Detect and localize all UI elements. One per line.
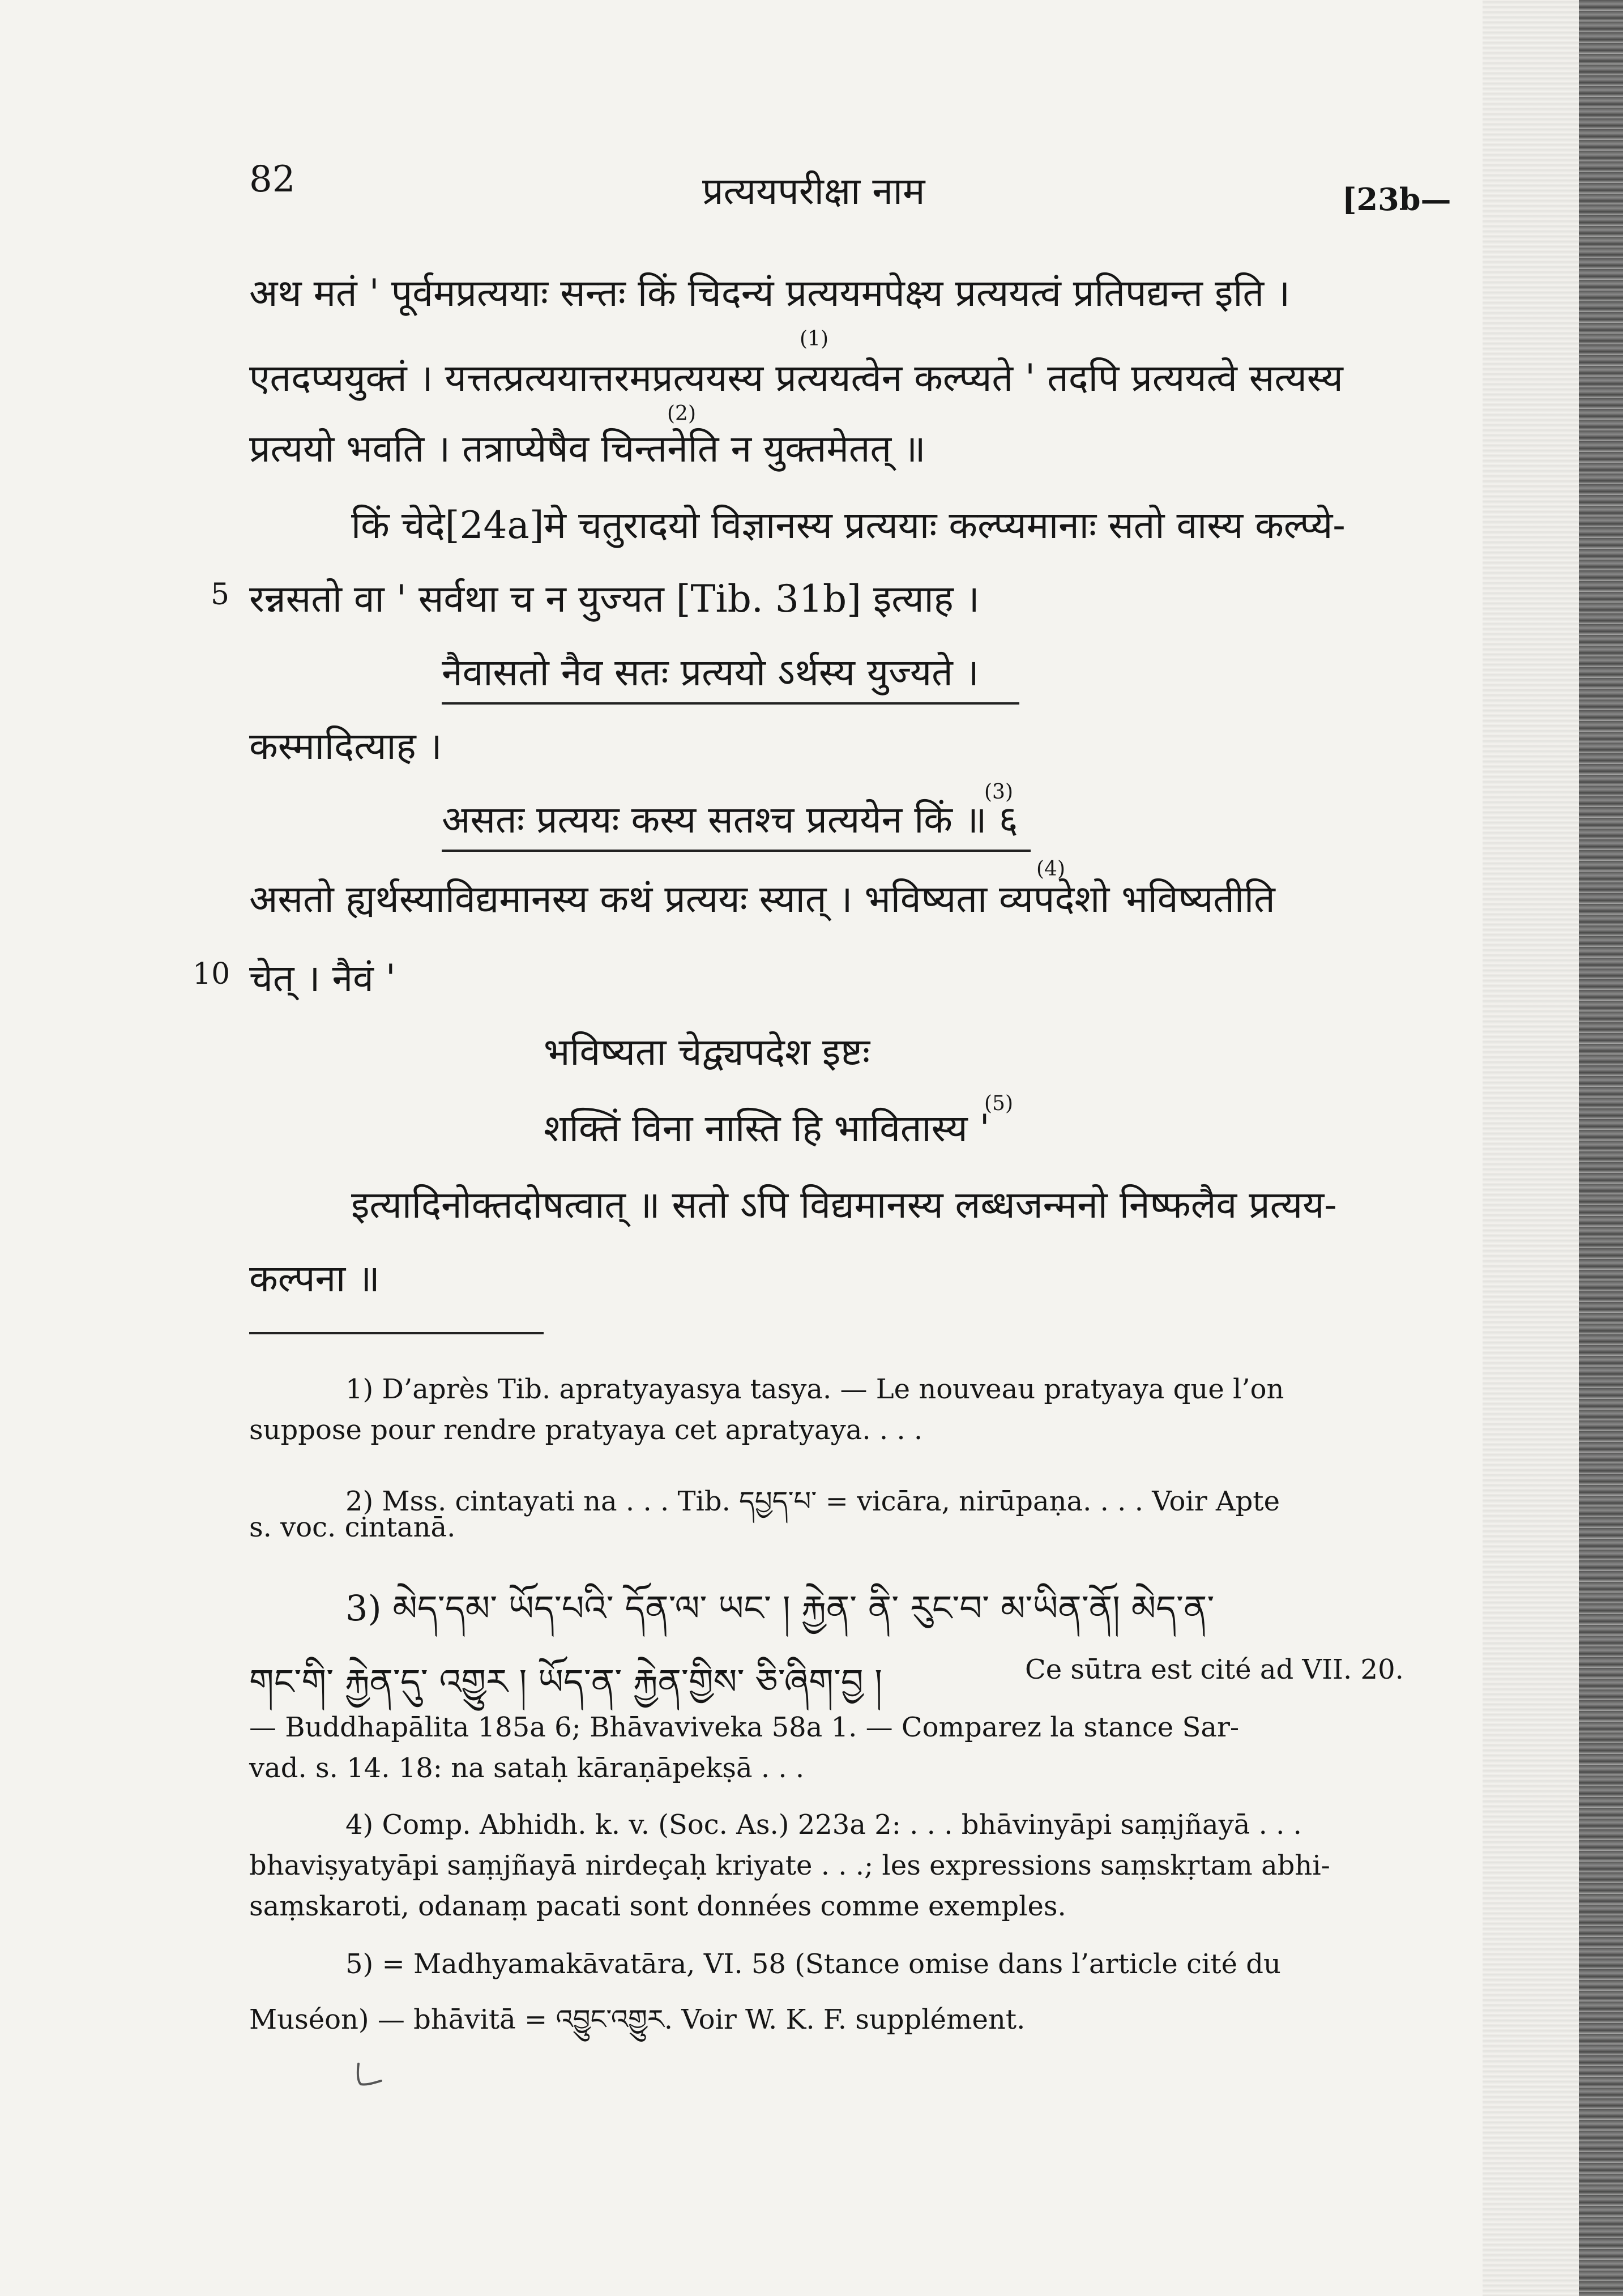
footnote-rule (249, 1332, 544, 1334)
text-line-4: किं चेदे[24a]मे चतुरादयो विज्ञानस्य प्रत्ययाः कल्प्यमानाः सतो वास्य कल्प्ये- (351, 503, 1346, 547)
text-line-8: चेत् । नैवं ' (249, 957, 396, 1000)
verse-line-2: असतः प्रत्ययः कस्य सतश्च प्रत्ययेन किं ॥ ६ (442, 798, 1018, 842)
text-line-3: प्रत्ययो भवति । तत्राप्येषैव चिन्तनेति न युक्तमेतत् ॥ (249, 427, 926, 471)
footnote-2-line-2: s. voc. cintanā. (249, 1512, 456, 1543)
verse-underline-1 (442, 702, 1019, 705)
footnote-2-line-1: 2) Mss. cintayati na . . . Tib. དཔྱད་པ་ = vicāra, nirūpaṇa. . . . Voir Apte (345, 1486, 1280, 1517)
text-line-7: असतो ह्यर्थस्याविद्यमानस्य कथं प्रत्ययः स्यात् । भविष्यता व्यपदेशो भविष्यतीति (249, 877, 1275, 921)
note-mark-2: (2) (667, 402, 696, 425)
page-edge-shadow (1483, 0, 1579, 2296)
verse-line-4: शक्तिं विना नास्ति हि भावितास्य ' (544, 1107, 990, 1150)
line-number-5: 5 (211, 578, 230, 612)
footnote-5-line-1: 5) = Madhyamakāvatāra, VI. 58 (Stance omise dans l’article cité du (345, 1948, 1281, 1980)
note-mark-5: (5) (984, 1092, 1013, 1115)
footnote-3-tibetan-line-1: 3) མེད་དམ་ ཡོད་པའི་ དོན་ལ་ ཡང་ ། རྐྱེན་ ནི་ རུང་བ་ མ་ཡིན་ནོ། མེད་ན་ (345, 1587, 1215, 1629)
text-line-6: कस्मादित्याह । (249, 724, 442, 768)
line-number-10: 10 (193, 957, 230, 991)
verse-underline-2 (442, 850, 1031, 852)
footnote-3-line-3: — Buddhapālita 185a 6; Bhāvaviveka 58a 1. — Comparez la stance Sar- (249, 1712, 1240, 1743)
footnote-4-line-2: bhaviṣyatyāpi saṃjñayā nirdeçaḥ kriyate . . .; les expressions saṃskṛtam abhi- (249, 1850, 1330, 1881)
footnote-4-line-1: 4) Comp. Abhidh. k. v. (Soc. As.) 223a 2: . . . bhāvinyāpi saṃjñayā . . . (345, 1809, 1302, 1841)
verse-line-1: नैवासतो नैव सतः प्रत्ययो ऽर्थस्य युज्यते । (442, 651, 979, 694)
note-mark-3: (3) (984, 780, 1013, 804)
footnote-4-line-3: saṃskaroti, odanaṃ pacati sont données comme exemples. (249, 1890, 1066, 1922)
running-title: प्रत्ययपरीक्षा नाम (702, 169, 925, 213)
footnote-3-french: Ce sūtra est cité ad VII. 20. (1025, 1654, 1404, 1685)
footnote-3-tibetan-line-2: གང་གི་ རྐྱེན་དུ་ འགྱུར ། ཡོད་ན་ རྐྱེན་གྱིས་ ཅི་ཞིག་བྱ ། (249, 1661, 883, 1702)
text-line-10: कल्पना ॥ (249, 1257, 380, 1300)
note-mark-4: (4) (1036, 857, 1065, 881)
section-reference: [23b— (1342, 181, 1451, 217)
footnote-1-line-1: 1) D’après Tib. apratyayasya tasya. — Le nouveau pratyaya que l’on (345, 1373, 1284, 1405)
page-edge (1579, 0, 1623, 2296)
text-line-5: रन्नसतो वा ' सर्वथा च न युज्यत [Tib. 31b] इत्याह । (249, 577, 980, 621)
footnote-5-line-2: Muséon) — bhāvitā = འབྱུང་འགྱུར. Voir W. K. F. supplément. (249, 2004, 1026, 2035)
text-line-1: अथ मतं ' पूर्वमप्रत्ययाः सन्तः किं चिदन्यं प्रत्ययमपेक्ष्य प्रत्ययत्वं प्रतिपद्यन्त इति । (249, 271, 1291, 315)
note-mark-1: (1) (800, 327, 828, 351)
pencil-mark-icon (354, 2062, 388, 2090)
footnote-3-line-4: vad. s. 14. 18: na sataḥ kāraṇāpekṣā . . . (249, 1752, 805, 1784)
verse-line-3: भविष्यता चेद्व्यपदेश इष्टः (544, 1030, 870, 1074)
text-line-2: एतदप्ययुक्तं । यत्तत्प्रत्ययात्तरमप्रत्ययस्य प्रत्ययत्वेन कल्प्यते ' तदपि प्रत्ययत्वे सत्यस्य (249, 356, 1343, 400)
footnote-1-line-2: suppose pour rendre pratyaya cet apratyaya. . . . (249, 1414, 923, 1446)
page-number: 82 (249, 159, 296, 200)
text-line-9: इत्यादिनोक्तदोषत्वात् ॥ सतो ऽपि विद्यमानस्य लब्धजन्मनो निष्फलैव प्रत्यय- (351, 1183, 1337, 1227)
